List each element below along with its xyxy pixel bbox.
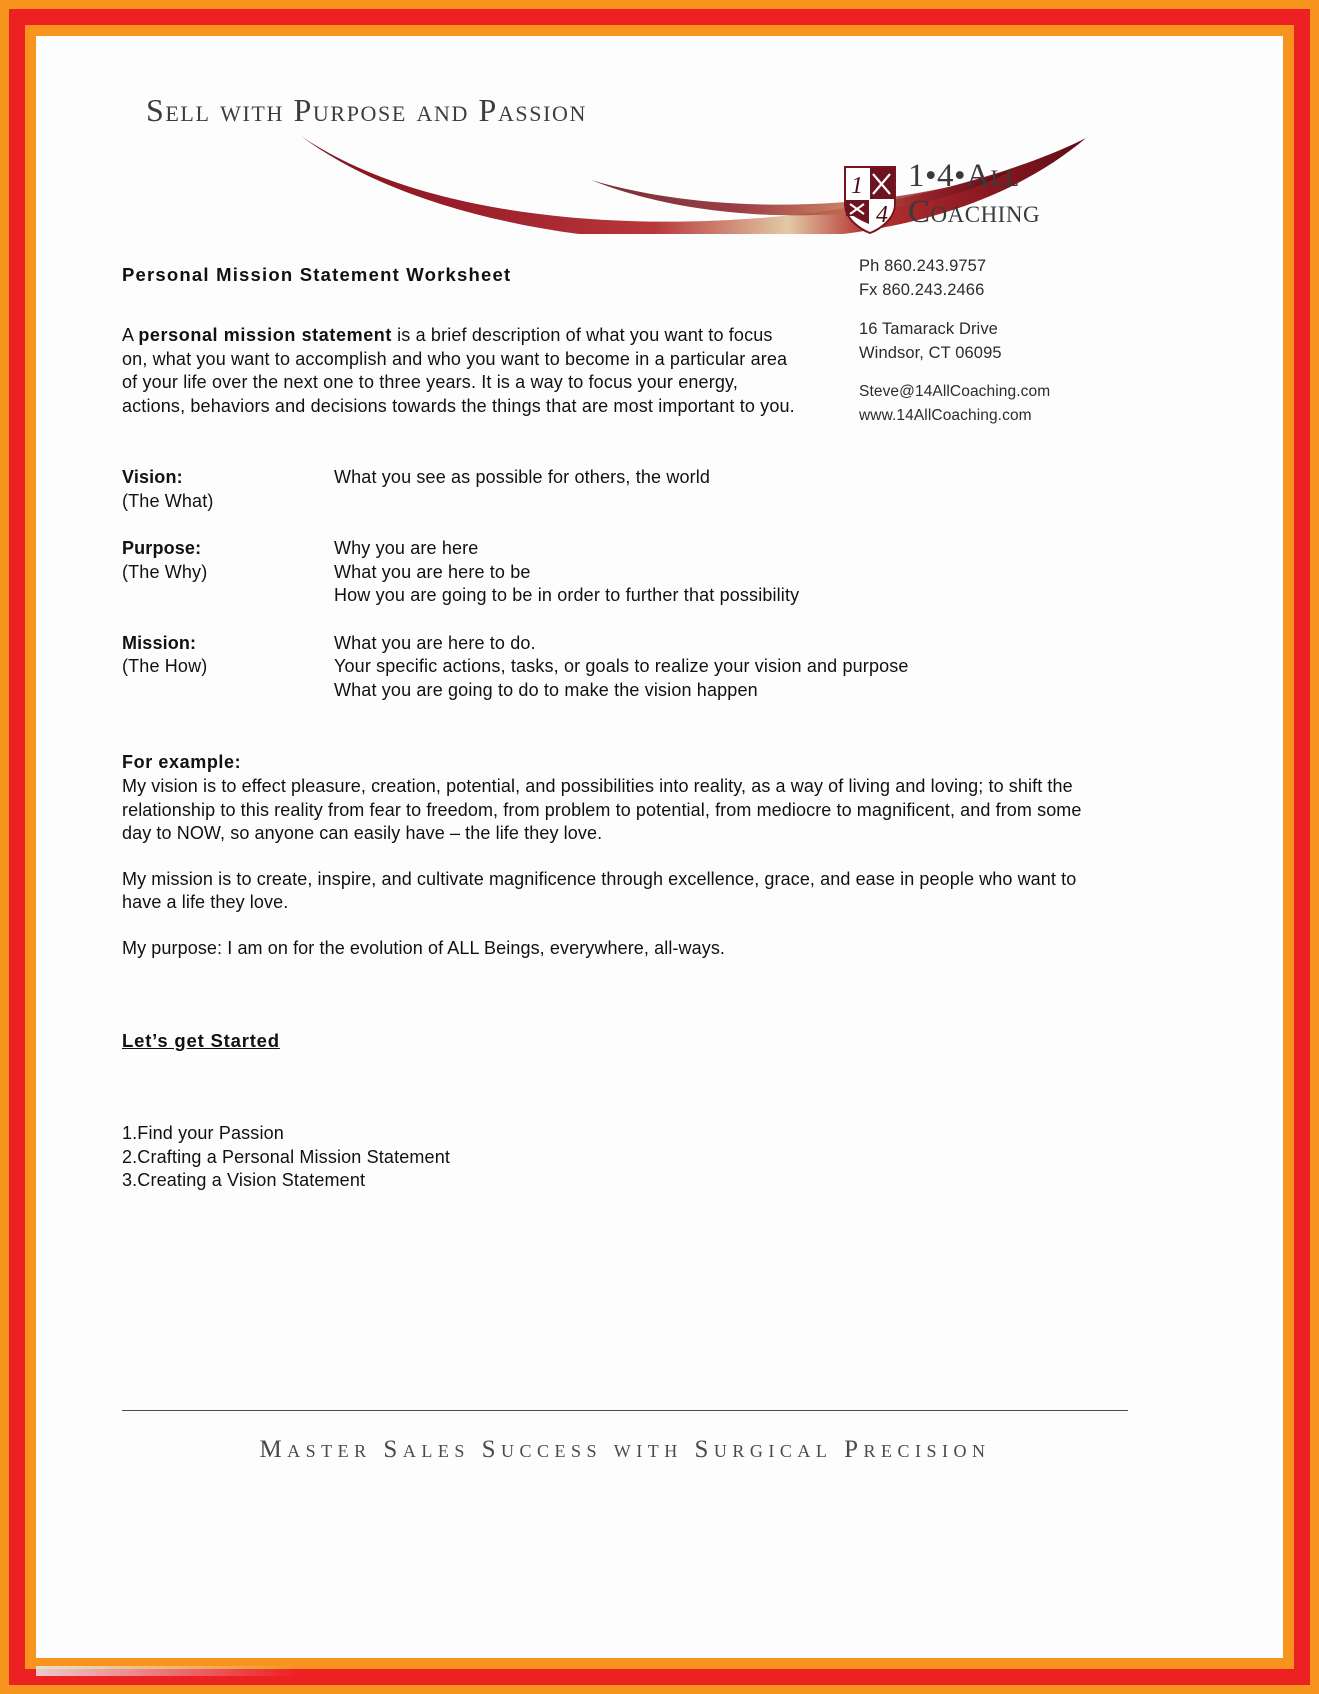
tagline-sell-with-purpose-and-passion: Sell with Purpose and Passion: [146, 92, 588, 128]
shield-icon: [842, 164, 898, 236]
footer-tagline: Master Sales Success with Surgical Precision: [259, 1436, 991, 1463]
contact-website[interactable]: www.14AllCoaching.com: [859, 407, 1032, 424]
intro-bold-term: personal mission statement: [138, 325, 392, 345]
definition-desc-line: What you are going to do to make the vision happen: [334, 679, 758, 700]
step-item: 2.Crafting a Personal Mission Statement: [122, 1146, 451, 1167]
definition-subterm-label: (The Why): [122, 561, 208, 582]
contact-phone: Ph 860.243.9757: [859, 257, 987, 275]
definition-desc-line: What you are here to be: [334, 561, 531, 582]
definition-row-mission: [122, 632, 1132, 703]
definition-desc-line: Why you are here: [334, 538, 479, 558]
definition-desc-line: How you are going to be in order to further that possibility: [334, 585, 800, 605]
brand-name-line1: 1•4•All: [908, 158, 1020, 194]
definition-term-label: Mission:: [122, 632, 197, 653]
intro-lead: A: [122, 325, 139, 345]
definition-desc-mission: [334, 632, 909, 703]
contact-address-line1: 16 Tamarack Drive: [859, 320, 998, 338]
definition-term-purpose: [122, 537, 334, 608]
example-paragraph-purpose: My purpose: I am on for the evolution of ALL Beings, everywhere, all-ways.: [122, 937, 726, 958]
definition-desc-line: What you are here to do.: [334, 632, 536, 653]
definition-subterm-label: (The How): [122, 656, 208, 676]
example-paragraph-vision: My vision is to effect pleasure, creation, potential, and possibilities into reality, as a way of living and loving; to shift the relationship to this reality from fear to freedom, from problem to potential, from mediocre to magnificent, and from some day to NOW, so anyone can easily have – the life they love.: [122, 776, 1082, 843]
definition-desc-purpose: [334, 537, 799, 608]
definition-term-label: Vision:: [122, 467, 183, 487]
document-body: [122, 264, 1132, 1193]
footer-divider: [122, 1410, 1128, 1411]
definition-desc-vision: [334, 466, 710, 513]
example-heading: For example:: [122, 752, 242, 772]
contact-email[interactable]: Steve@14AllCoaching.com: [859, 383, 1051, 400]
brand-logo: [836, 158, 1136, 242]
definition-desc-line: What you see as possible for others, the world: [334, 467, 711, 487]
definition-term-label: Purpose:: [122, 538, 202, 558]
definition-term-vision: [122, 466, 334, 513]
intro-paragraph: [122, 324, 802, 418]
svg-text:4: 4: [876, 202, 888, 228]
contact-address-line2: Windsor, CT 06095: [859, 344, 1002, 362]
brand-name-line2: Coaching: [908, 194, 1041, 230]
svg-text:1: 1: [851, 173, 863, 199]
definitions-list: [122, 466, 1132, 702]
steps-list: [122, 1122, 1132, 1193]
definition-row-vision: [122, 466, 1132, 513]
scan-edge-artifact: [36, 1666, 296, 1676]
example-paragraph-mission: My mission is to create, inspire, and cultivate magnificence through excellence, grace, and ease in people who want to have a life they love.: [122, 868, 1077, 912]
document-sheet: [36, 36, 1283, 1658]
brand-name: [908, 158, 1040, 230]
lets-get-started-heading: Let’s get Started: [122, 1030, 280, 1051]
definition-desc-line: Your specific actions, tasks, or goals to realize your vision and purpose: [334, 656, 909, 676]
page-title: Personal Mission Statement Worksheet: [122, 264, 512, 285]
step-item: 3.Creating a Vision Statement: [122, 1170, 366, 1190]
definition-term-mission: [122, 632, 334, 703]
contact-fax: Fx 860.243.2466: [859, 281, 985, 299]
definition-subterm-label: (The What): [122, 490, 214, 511]
definition-row-purpose: [122, 537, 1132, 608]
intro-rest: is a brief description of what you want to focus on, what you want to accomplish and who you want to become in a particular area of your life over the next one to three years. It is a way to focus your energy, actions, behaviors and decisions towards the things that are most important to you.: [122, 325, 795, 416]
step-item: 1.Find your Passion: [122, 1123, 284, 1143]
